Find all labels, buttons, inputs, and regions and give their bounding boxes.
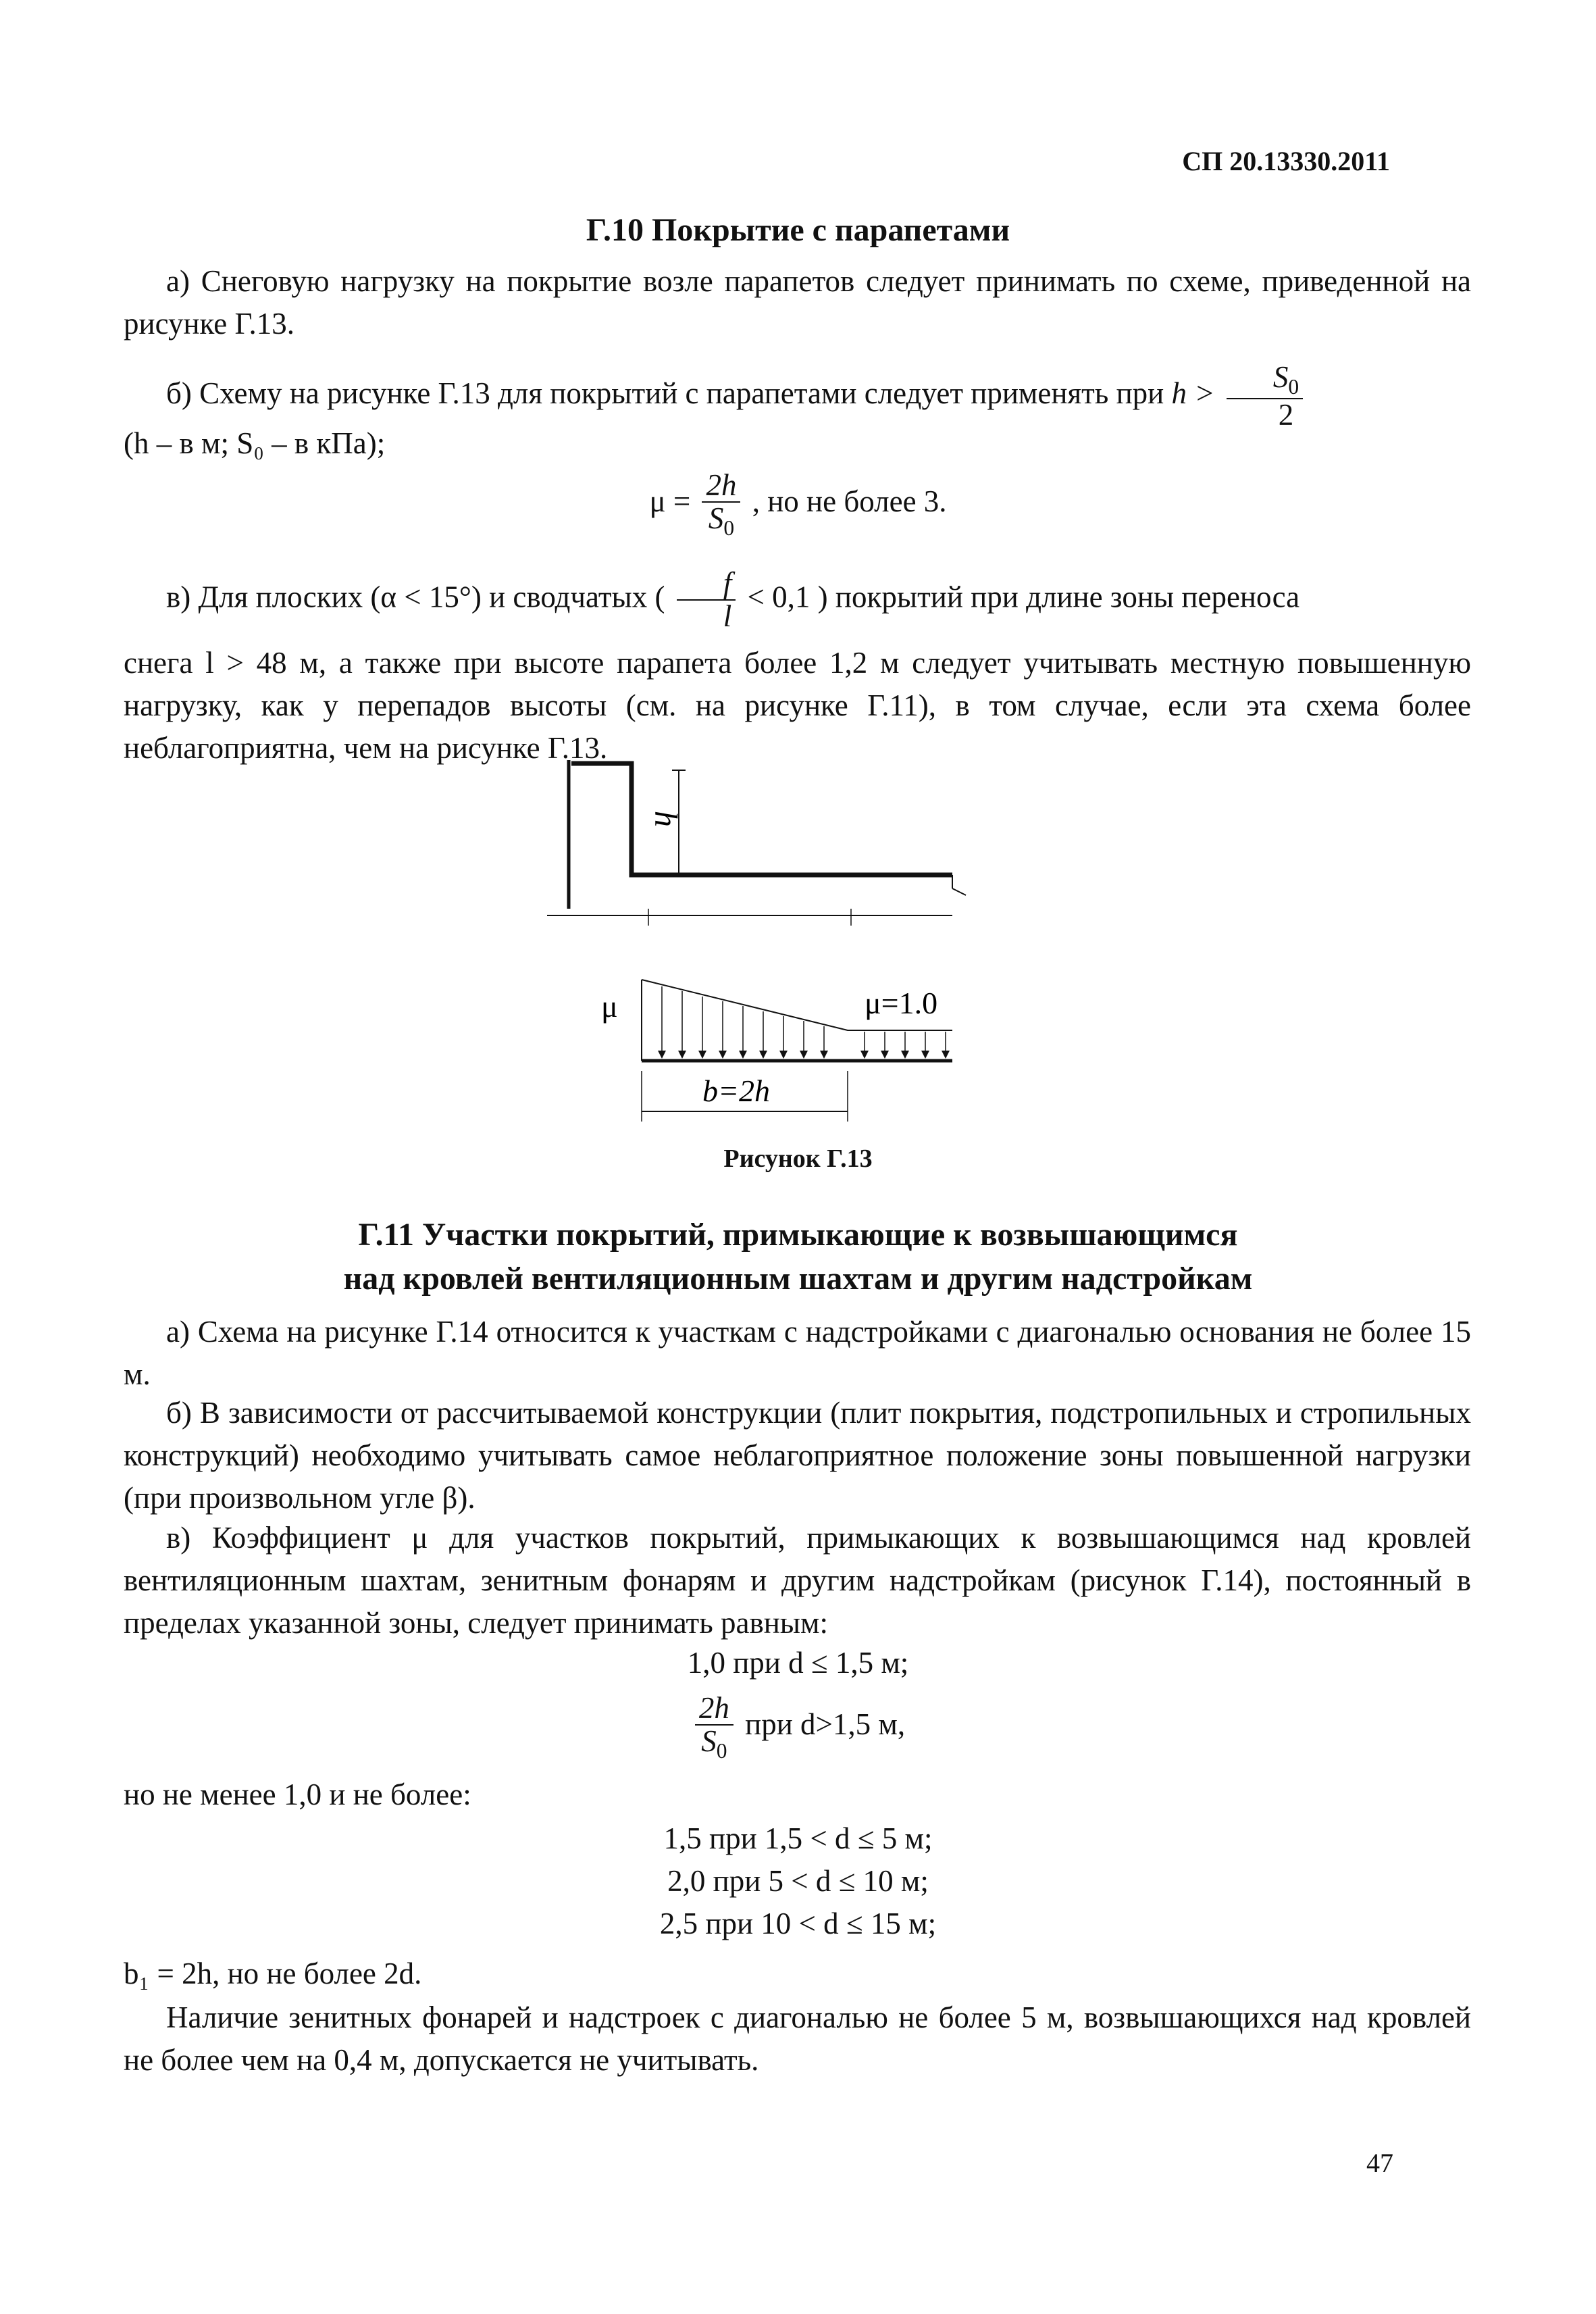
parapet-roof-profile bbox=[547, 760, 966, 926]
mu-equals-one-label: μ=1.0 bbox=[865, 986, 938, 1020]
section-g11-title-line2: над кровлей вентиляционным шахтам и другим надстройкам bbox=[343, 1261, 1253, 1297]
g10-c-fraction: $\frac{f}{l}$ bbox=[677, 568, 736, 633]
g10-paragraph-a: а) Снеговую нагрузку на покрытие возле парапетов следует принимать по схеме, приведенной на рисунке Г.13. bbox=[124, 264, 1471, 341]
section-g11-title-line1: Г.11 Участки покрытий, примыкающие к возвышающимся bbox=[358, 1217, 1238, 1253]
g11-eq2: $\frac{2h}{S_0}$ при d>1,5 м, bbox=[0, 1692, 1596, 1762]
g11-note: Наличие зенитных фонарей и надстроек с диагональю не более 5 м, возвышающихся над кровлей не более чем на 0,4 м, допускается не учитывать. bbox=[124, 2001, 1471, 2077]
h-dimension-label: h bbox=[648, 811, 684, 827]
g10-b-text: б) Схему на рисунке Г.13 для покрытий с парапетами следует применять при bbox=[166, 376, 1164, 410]
g10-mu-fraction: $\frac{2h}{S_0}$ bbox=[702, 470, 740, 539]
g11-limit-1: 1,5 при 1,5 < d ≤ 5 м; bbox=[663, 1821, 933, 1855]
g11-limit-3: 2,5 при 10 < d ≤ 15 м; bbox=[659, 1907, 937, 1940]
mu-label: μ bbox=[601, 989, 618, 1024]
g10-b-condition: h > bbox=[1171, 376, 1215, 410]
g11-paragraph-b: б) В зависимости от рассчитываемой конструкции (плит покрытия, подстропильных и стропильных конструкций) необходимо учитывать самое неблагоприятное положение зоны повышенной нагрузки (при произвольном угле β). bbox=[124, 1396, 1471, 1515]
figure-g13 bbox=[527, 753, 973, 1132]
g11-b1: b₁ = 2h, но не более 2d. bbox=[124, 1957, 422, 1990]
g10-paragraph-b bbox=[124, 361, 1471, 431]
g11-limit-2: 2,0 при 5 < d ≤ 10 м; bbox=[667, 1864, 929, 1898]
g11-eq1: 1,0 при d ≤ 1,5 м; bbox=[687, 1646, 909, 1680]
page-number: 47 bbox=[1366, 2148, 1393, 2178]
g11-not-less: но не менее 1,0 и не более: bbox=[124, 1778, 471, 1811]
g10-b-fraction: $\frac{S_0}{2}$ bbox=[1227, 361, 1303, 431]
g10-mu-formula: μ = $\frac{2h}{S_0}$ , но не более 3. bbox=[649, 468, 947, 540]
g11-paragraph-a: а) Схема на рисунке Г.14 относится к участкам с надстройками с диагональю основания не более 15 м. bbox=[124, 1315, 1471, 1391]
b-equals-2h-label: b=2h bbox=[702, 1074, 771, 1108]
g10-paragraph-c-rest: снега l > 48 м, а также при высоте парапета более 1,2 м следует учитывать местную повышенную нагрузку, как у перепадов высоты (см. на рисунке Г.11), в том случае, если эта схема более неблагоприятна, чем на рисунке Г.13. bbox=[124, 646, 1471, 765]
g11-paragraph-c: в) Коэффициент μ для участков покрытий, примыкающих к возвышающимся над кровлей вентиляционным шахтам, зенитным фонарям и другим надстройкам (рисунок Г.14), постоянный в пределах указанной зоны, следует принимать равным: bbox=[124, 1521, 1471, 1640]
section-g10-title: Г.10 Покрытие с парапетами bbox=[586, 212, 1010, 248]
document-code: СП 20.13330.2011 bbox=[1182, 146, 1390, 176]
g10-units: (h – в м; S₀ – в кПа); bbox=[124, 426, 386, 460]
figure-g13-caption: Рисунок Г.13 bbox=[723, 1145, 873, 1173]
g11-eq2-fraction: $\frac{2h}{S_0}$ bbox=[695, 1692, 733, 1762]
g10-paragraph-c-line1: в) Для плоских (α < 15°) и сводчатых ( $\frac{f}{l}$ < 0,1 ) покрытий при длине зоны переноса bbox=[166, 566, 1300, 634]
